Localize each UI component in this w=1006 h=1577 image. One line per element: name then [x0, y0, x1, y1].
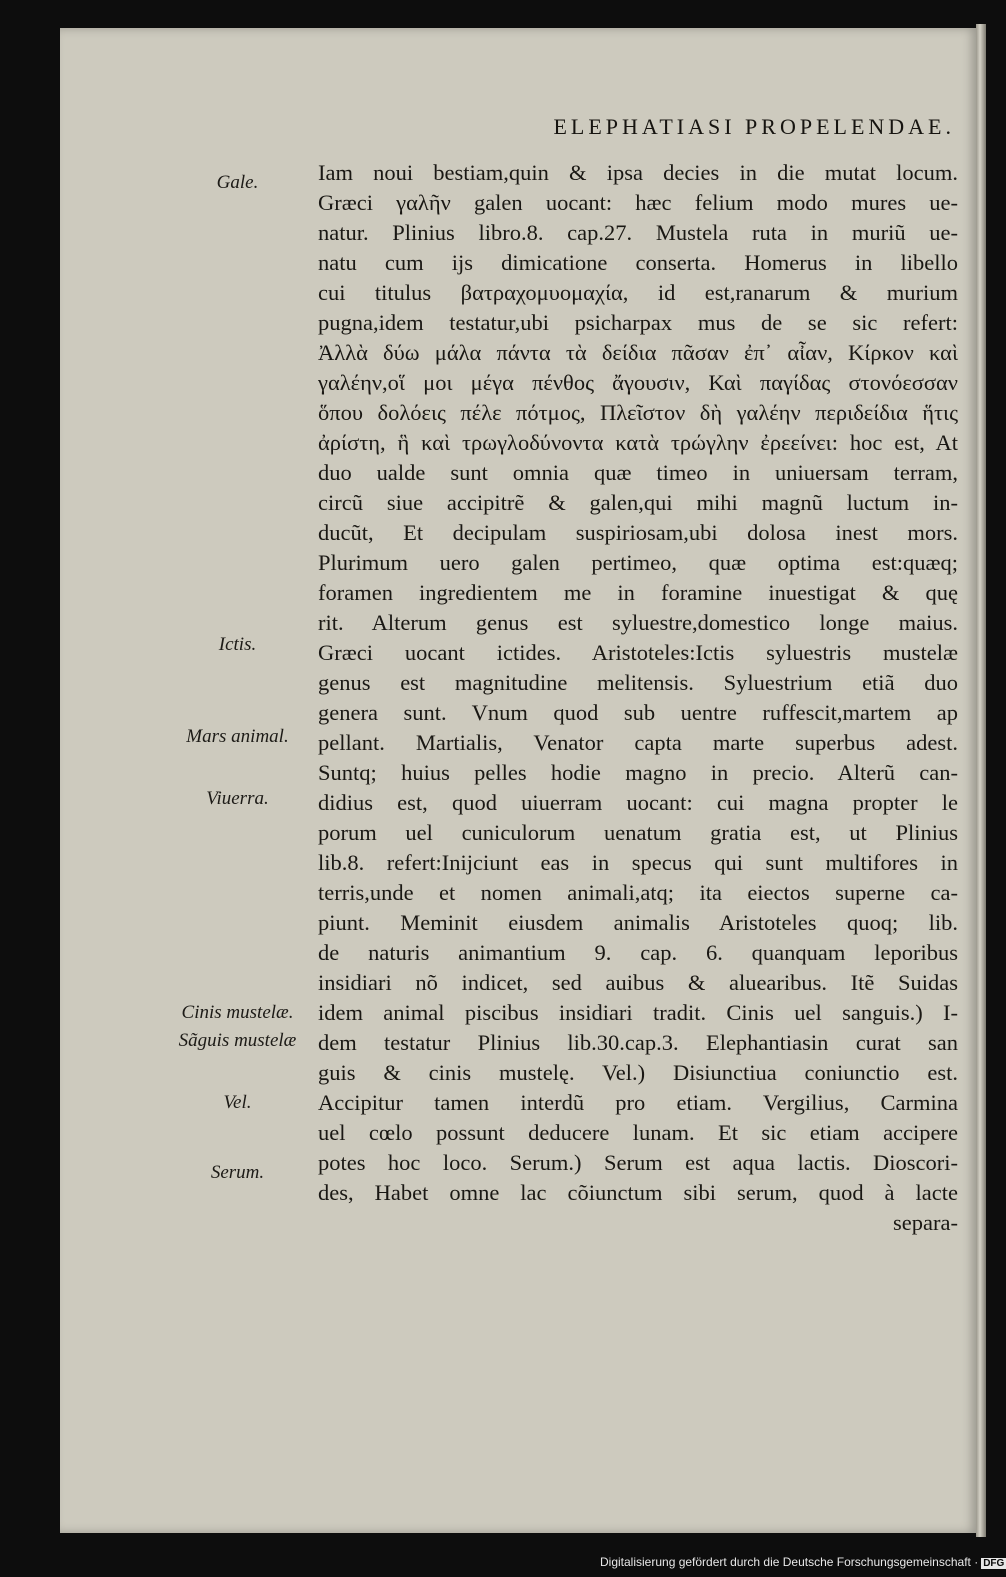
text-line: idem animal piscibus insidiari tradit. Cinis uel sanguis.) I- [318, 1000, 958, 1025]
margin-note-gale: Gale. [216, 172, 259, 193]
text-line: Græci γαλῆν galen uocant: hæc felium modo mures ue- [318, 190, 958, 215]
text-line: Ἀλλὰ δύω μάλα πάντα τὰ δείδια πᾶσαν ἐπ᾽ αἶαν, Κίρκον καὶ [318, 340, 958, 365]
margin-note-viuerra: Viuerra. [206, 788, 269, 809]
margin-note-cinis: Cinis mustelæ. [181, 1002, 294, 1023]
text-line: separa- [893, 1210, 958, 1235]
text-line: des, Habet omne lac cõiunctum sibi serum, quod à lacte [318, 1180, 958, 1205]
text-line: Accipitur tamen interdũ pro etiam. Vergilius, Carmina [318, 1090, 958, 1115]
text-line: lib.8. refert:Inijciunt eas in specus qui sunt multifores in [318, 850, 958, 875]
margin-note-sanguis: Sãguis mustelæ [178, 1030, 297, 1051]
text-line: duo ualde sunt omnia quæ timeo in uniuersam terram, [318, 460, 958, 485]
text-line: pellant. Martialis, Venator capta marte superbus adest. [318, 730, 958, 755]
text-line: guis & cinis mustelę. Vel.) Disiunctiua coniunctio est. [318, 1060, 958, 1085]
text-line: rit. Alterum genus est syluestre,domestico longe maius. [318, 610, 958, 635]
dfg-logo: DFG [983, 1558, 1005, 1569]
margin-note-ictis: Ictis. [218, 634, 257, 655]
text-line: ὅπου δολόεις πέλε πότμος, Πλεῖστον δὴ γαλέην περιδείδια ἥτις [318, 400, 958, 425]
text-line: foramen ingredientem me in foramine inuestigat & quę [318, 580, 958, 605]
text-line: terris,unde et nomen animali,atq; ita eiectos superne ca- [318, 880, 958, 905]
text-line: genera sunt. Vnum quod sub uentre ruffescit,martem ap [318, 700, 958, 725]
footer-text: Digitalisierung gefördert durch die Deutsche Forschungsgemeinschaft · [600, 1555, 979, 1569]
text-line: didius est, quod uiuerram uocant: cui magna propter le [318, 790, 958, 815]
text-line: de naturis animantium 9. cap. 6. quanquam leporibus [318, 940, 958, 965]
text-line: genus est magnitudine melitensis. Syluestrium etiã duo [318, 670, 958, 695]
text-line: Iam noui bestiam,quin & ipsa decies in die mutat locum. [318, 160, 958, 185]
text-line: insidiari nõ indicet, sed auibus & aluearibus. Itẽ Suidas [318, 970, 958, 995]
text-line: pugna,idem testatur,ubi psicharpax mus de se sic refert: [318, 310, 958, 335]
text-line: Græci uocant ictides. Aristoteles:Ictis syluestris mustelæ [318, 640, 958, 665]
text-line: circũ siue accipitrẽ & galen,qui mihi magnũ luctum in- [318, 490, 958, 515]
text-line: Suntq; huius pelles hodie magno in precio. Alterũ can- [318, 760, 958, 785]
footer-credit [600, 1555, 1006, 1569]
text-line: porum uel cuniculorum uenatum gratia est, ut Plinius [318, 820, 958, 845]
text-line: ducũt, Et decipulam suspiriosam,ubi dolosa inest mors. [318, 520, 958, 545]
text-line: natu cum ijs dimicatione conserta. Homerus in libello [318, 250, 958, 275]
text-line: γαλέην,οἵ μοι μέγα πένθος ἄγουσιν, Καὶ παγίδας στονόεσσαν [318, 370, 958, 395]
margin-note-mars-animal: Mars animal. [186, 726, 289, 747]
text-line: piunt. Meminit eiusdem animalis Aristoteles quoq; lib. [318, 910, 958, 935]
text-line: cui titulus βατραχομυομαχία, id est,ranarum & murium [318, 280, 958, 305]
main-text [318, 158, 958, 1238]
text-line: uel cœlo possunt deducere lunam. Et sic etiam accipere [318, 1120, 958, 1145]
running-header: ELEPHATIASI PROPELENDAE. [553, 114, 955, 139]
margin-note-serum: Serum. [210, 1162, 265, 1183]
page-edge [976, 24, 986, 1537]
margin-note-vel: Vel. [223, 1092, 252, 1113]
text-line: potes hoc loco. Serum.) Serum est aqua lactis. Dioscori- [318, 1150, 958, 1175]
text-line: dem testatur Plinius lib.30.cap.3. Elephantiasin curat san [318, 1030, 958, 1055]
text-line: natur. Plinius libro.8. cap.27. Mustela ruta in muriũ ue- [318, 220, 958, 245]
text-line: ἀρίστη, ἣ καὶ τρωγλοδύνοντα κατὰ τρώγλην ἐρεείνει: hoc est, At [318, 430, 958, 455]
text-line: Plurimum uero galen pertimeo, quæ optima est:quæq; [318, 550, 958, 575]
